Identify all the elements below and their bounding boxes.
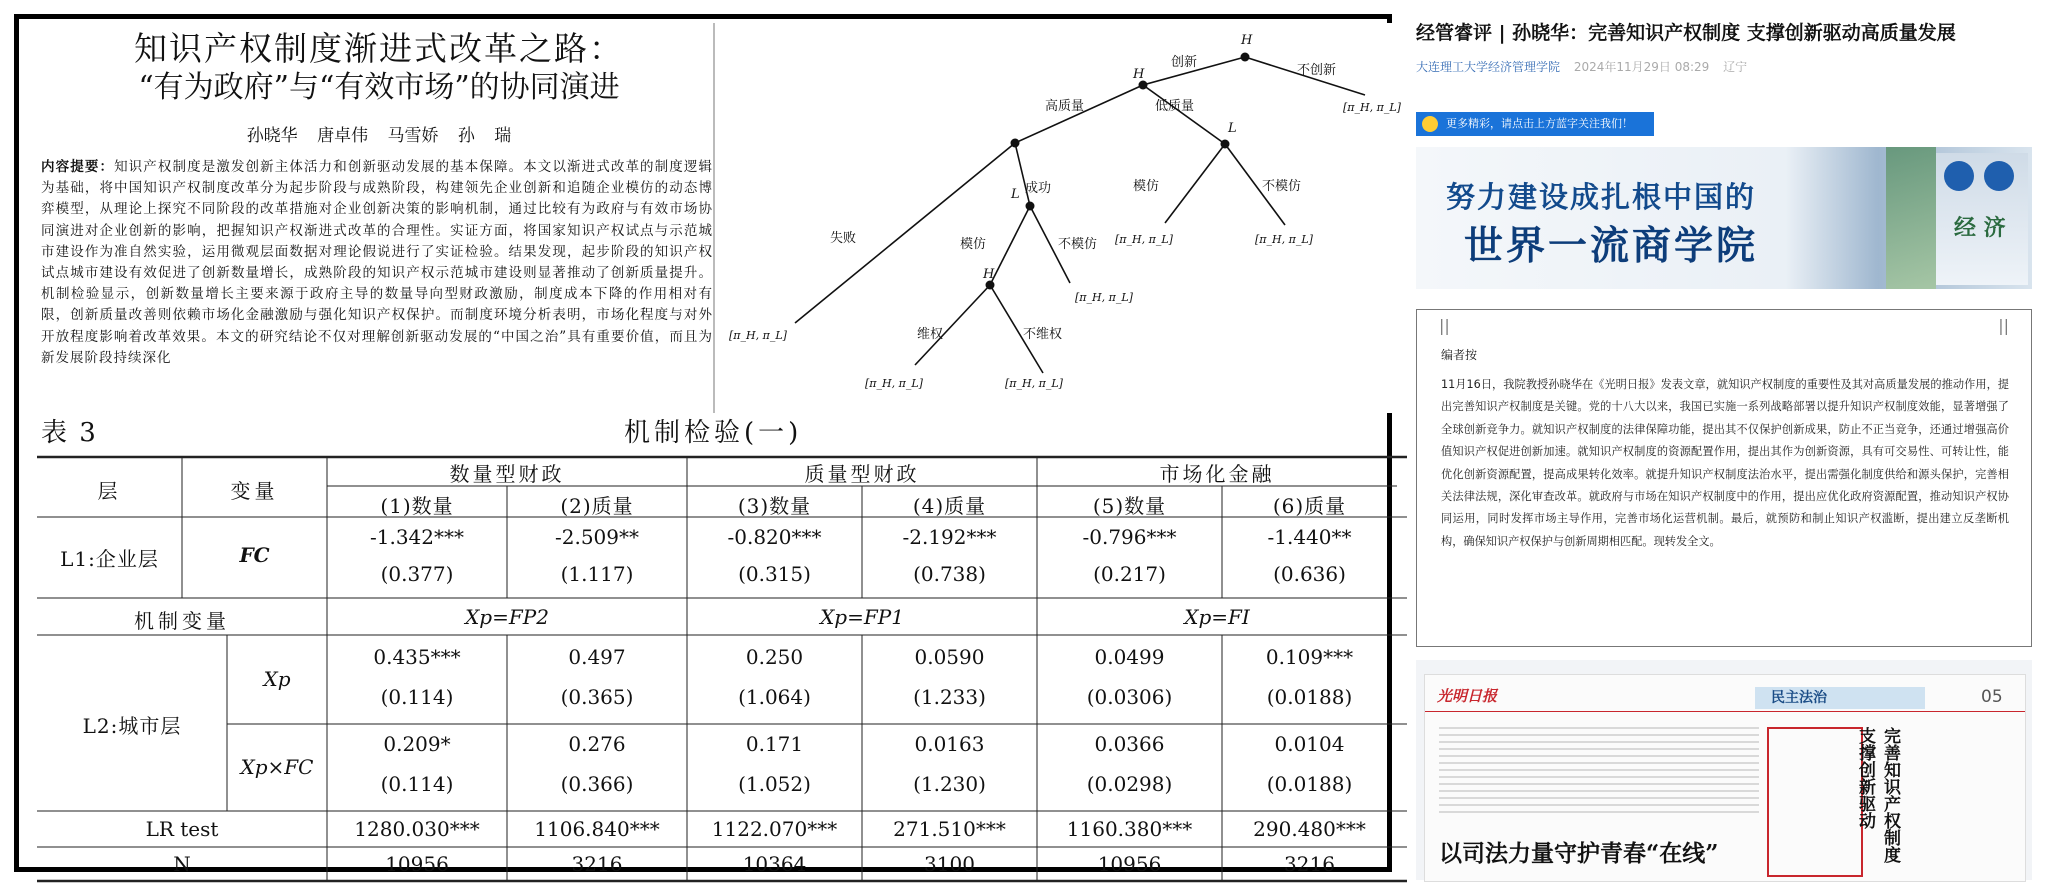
xpfc-coefficient: 0.0366 [1094, 732, 1165, 756]
editor-note-box [1416, 309, 2032, 647]
follow-us-banner[interactable] [1416, 112, 1654, 136]
xpfc-std-error: (0.0298) [1086, 772, 1173, 796]
quote-mark-icon: || [1439, 316, 1450, 335]
fc-std-error: (0.738) [913, 562, 986, 586]
n-value: 3216 [1284, 852, 1335, 876]
xpfc-coefficient: 0.276 [568, 732, 626, 756]
n-value: 10956 [385, 852, 449, 876]
tree-edge-label: 高质量 [1045, 99, 1085, 114]
university-seal-icon [1984, 161, 2014, 191]
article-source-link[interactable]: 大连理工大学经济管理学院 [1416, 60, 1561, 74]
article-date: 2024年11月29日 08:29 [1573, 60, 1710, 74]
tree-node-label: H [983, 267, 995, 282]
n-value: 3216 [571, 852, 623, 876]
tree-node-label: L [1011, 187, 1020, 202]
mech-definition: Xp=FP1 [820, 605, 904, 629]
fc-std-error: (0.315) [738, 562, 811, 586]
article-location: 辽宁 [1723, 60, 1748, 74]
column-header: (2)质量 [560, 494, 634, 518]
xpfc-std-error: (0.114) [380, 772, 454, 796]
tree-payoff: [π_H, π_L] [1075, 291, 1133, 304]
xpfc-label: Xp×FC [240, 755, 314, 779]
fc-coefficient: -0.796*** [1082, 525, 1177, 549]
xp-label: Xp [263, 667, 291, 691]
xp-coefficient: 0.0499 [1094, 645, 1165, 669]
group-header: 市场化金融 [1159, 462, 1275, 486]
mech-label: 机制变量 [134, 609, 230, 633]
editor-note-label: 编者按 [1441, 348, 1478, 362]
xp-std-error: (1.064) [738, 685, 811, 709]
game-tree-figure [713, 23, 1405, 413]
newspaper-page-number: 05 [1981, 687, 2003, 707]
lr-value: 290.480*** [1253, 817, 1366, 841]
tree-node-label: L [1228, 121, 1237, 136]
n-value: 10364 [742, 852, 807, 876]
xp-std-error: (0.0306) [1086, 685, 1173, 709]
xp-coefficient: 0.250 [745, 645, 804, 669]
tree-edge-label: 维权 [917, 327, 944, 342]
fc-label: FC [239, 543, 270, 567]
fc-coefficient: -0.820*** [727, 525, 822, 549]
tree-edge-label: 不模仿 [1262, 179, 1302, 194]
mech-definition: Xp=FI [1184, 605, 1250, 629]
row-label-l1: L1:企业层 [60, 547, 159, 571]
n-label: N [173, 852, 191, 876]
lr-value: 271.510*** [893, 817, 1006, 841]
xpfc-std-error: (0.366) [560, 772, 634, 796]
tree-edge-label: 不维权 [1023, 327, 1063, 342]
promo-line-2: 世界一流商学院 [1464, 224, 1759, 269]
newspaper-page-image [1416, 660, 2032, 880]
tree-payoff: [π_H, π_L] [865, 377, 923, 390]
xpfc-std-error: (1.230) [913, 772, 986, 796]
xp-coefficient: 0.0590 [914, 645, 985, 669]
fc-coefficient: -2.509** [554, 525, 639, 549]
xp-coefficient: 0.109*** [1265, 645, 1354, 669]
tree-edge-label: 失败 [830, 231, 857, 246]
tree-edge-label: 不创新 [1297, 63, 1337, 78]
fc-std-error: (1.117) [560, 562, 634, 586]
quote-mark-icon: || [1998, 316, 2009, 335]
newspaper-sheet [1424, 674, 2026, 882]
tree-edge-label: 创新 [1171, 55, 1198, 70]
masthead-rule [1425, 711, 2025, 712]
xp-coefficient: 0.497 [568, 645, 626, 669]
header-variable: 变量 [230, 479, 279, 503]
paper-authors: 孙晓华 唐卓伟 马雪娇 孙 瑞 [246, 126, 512, 146]
xp-std-error: (1.233) [913, 685, 986, 709]
fc-std-error: (0.636) [1273, 562, 1346, 586]
fc-std-error: (0.217) [1093, 562, 1166, 586]
school-promo-banner [1416, 147, 2032, 289]
tree-node-label: H [1241, 33, 1253, 48]
tree-edge-label: 成功 [1025, 181, 1052, 196]
newspaper-side-headline: 完善知识产权制度 支撑创新驱动 [1855, 727, 1900, 863]
group-header: 数量型财政 [449, 462, 565, 486]
tree-payoff: [π_H, π_L] [729, 329, 787, 342]
editor-note-body: 11月16日，我院教授孙晓华在《光明日报》发表文章，就知识产权制度的重要性及其对高质量发展的推动作用，提出完善知识产权制度是关键。党的十八大以来，我国已实施一系列战略部署以提升知识产权制度效能，显著增强了全球创新竞争力。就知识产权制度的法律保障功能，提出其不仅保护创新成果，防止不正当竞争，还通过增强高价值知识产权促进创新加速。就知识产权制度的资源配置作用，提出其作为创新资源，具有可交易性、可转让性，能优化创新资源配置，提高成果转化效率。就提升知识产权制度法治水平，提出需强化制度供给和源头保护，完善相关法律法规，深化审查改革。就政府与市场在知识产权制度中的作用，提出应优化政府资源配置，推动知识产权协同运用，同时发挥市场主导作用，完善市场化运营机制。最后，就预防和制止知识产权滥断，提出建立反垄断机构，确保知识产权保护与创新周期相匹配。现转发全文。 [1441, 378, 2009, 548]
promo-line-1: 努力建设成扎根中国的 [1446, 180, 1757, 214]
table-caption: 表 3 [41, 418, 98, 448]
tree-edge-label: 模仿 [960, 237, 987, 252]
xpfc-coefficient: 0.171 [745, 732, 804, 756]
building-image [1936, 153, 2028, 285]
university-seal-icon [1944, 161, 1974, 191]
newspaper-text-block [1439, 727, 1759, 817]
row-label-l2: L2:城市层 [82, 714, 182, 738]
follow-banner-text: 更多精彩，请点击上方蓝字关注我们！ [1446, 117, 1633, 130]
tree-node-label: H [1133, 67, 1145, 82]
column-header: (6)质量 [1272, 494, 1347, 518]
abstract-text: 知识产权制度是激发创新主体活力和创新驱动发展的基本保障。本文以渐进式改革的制度逻辑为基础，将中国知识产权制度改革分为起步阶段与成熟阶段，构建领先企业创新和追随企业模仿的动态博弈模型，从理论上探究不同阶段的改革措施对企业创新决策的影响机制，通过比较有为政府与有效市场协同演进对企业创新的影响，把握知识产权渐进式改革的合理性。实证方面，将国家知识产权试点与示范城市建设作为准自然实验，运用微观层面数据对理论假说进行了实证检验。结果发现，起步阶段的知识产权试点城市建设有效促进了创新数量增长，成熟阶段的知识产权示范城市建设则显著推动了创新质量提升。机制检验显示，创新数量增长主要来源于政府主导的数量导向型财政激励，制度成本下降的作用相对有限，创新质量改善则依赖市场化金融激励与强化知识产权保护。而制度环境分析表明，市场化程度与对外开放程度影响着改革效果。本文的研究结论不仅对理解创新驱动发展的“中国之治”具有重要价值，而且为新发展阶段持续深化 [41, 159, 714, 366]
fc-coefficient: -1.342*** [369, 525, 464, 549]
mechanism-table [37, 455, 1407, 883]
building-sign: 经 济 [1954, 216, 2006, 241]
xpfc-std-error: (1.052) [738, 772, 811, 796]
fc-coefficient: -2.192*** [902, 525, 997, 549]
lr-value: 1106.840*** [534, 817, 660, 841]
tree-edge-label: 模仿 [1133, 179, 1160, 194]
n-value: 10956 [1097, 852, 1162, 876]
xp-std-error: (0.114) [380, 685, 454, 709]
lr-label: LR test [145, 817, 219, 841]
header-layer: 层 [97, 479, 122, 503]
article-title: 经管睿评 | 孙晓华：完善知识产权制度 支撑创新驱动高质量发展 [1416, 22, 1956, 44]
newspaper-masthead: 光明日报 [1437, 687, 1498, 705]
tree-edge-label: 低质量 [1155, 99, 1195, 114]
bell-icon [1422, 116, 1438, 132]
xp-coefficient: 0.435*** [373, 645, 461, 669]
tree-payoff: [π_H, π_L] [1255, 233, 1313, 246]
xpfc-std-error: (0.0188) [1266, 772, 1353, 796]
paper-screenshot-frame [14, 14, 1401, 876]
paper-subtitle: “有为政府”与“有效市场”的协同演进 [138, 70, 620, 105]
n-value: 3100 [924, 852, 975, 876]
paper-title: 知识产权制度渐进式改革之路： [134, 29, 624, 68]
column-header: (4)质量 [912, 494, 987, 518]
newspaper-section-tag: 民主法治 [1755, 687, 1925, 709]
xpfc-coefficient: 0.0104 [1274, 732, 1345, 756]
tree-payoff: [π_H, π_L] [1343, 101, 1401, 114]
lr-value: 1280.030*** [354, 817, 480, 841]
lr-value: 1160.380*** [1066, 817, 1193, 841]
newspaper-highlight-box [1767, 727, 1863, 877]
xpfc-coefficient: 0.209* [383, 732, 451, 756]
fc-coefficient: -1.440** [1267, 525, 1352, 549]
column-header: (1)数量 [380, 494, 454, 518]
tree-payoff: [π_H, π_L] [1115, 233, 1173, 246]
xpfc-coefficient: 0.0163 [914, 732, 985, 756]
lr-value: 1122.070*** [711, 817, 838, 841]
xp-std-error: (0.365) [560, 685, 634, 709]
column-header: (3)数量 [737, 494, 812, 518]
tree-edge-label: 不模仿 [1058, 237, 1098, 252]
paper-abstract [41, 157, 713, 407]
group-header: 质量型财政 [804, 462, 920, 486]
article-meta [1416, 58, 1747, 75]
fc-std-error: (0.377) [380, 562, 454, 586]
abstract-label: 内容提要： [41, 159, 115, 175]
column-header: (5)数量 [1092, 494, 1167, 518]
xp-std-error: (0.0188) [1266, 685, 1353, 709]
mech-definition: Xp=FP2 [465, 605, 549, 629]
table-title: 机制检验(一) [624, 418, 803, 448]
tree-image [1886, 147, 1936, 289]
game-tree-edges [715, 23, 1405, 413]
newspaper-headline: 以司法力量守护青春“在线” [1439, 840, 1719, 867]
tree-payoff: [π_H, π_L] [1005, 377, 1063, 390]
